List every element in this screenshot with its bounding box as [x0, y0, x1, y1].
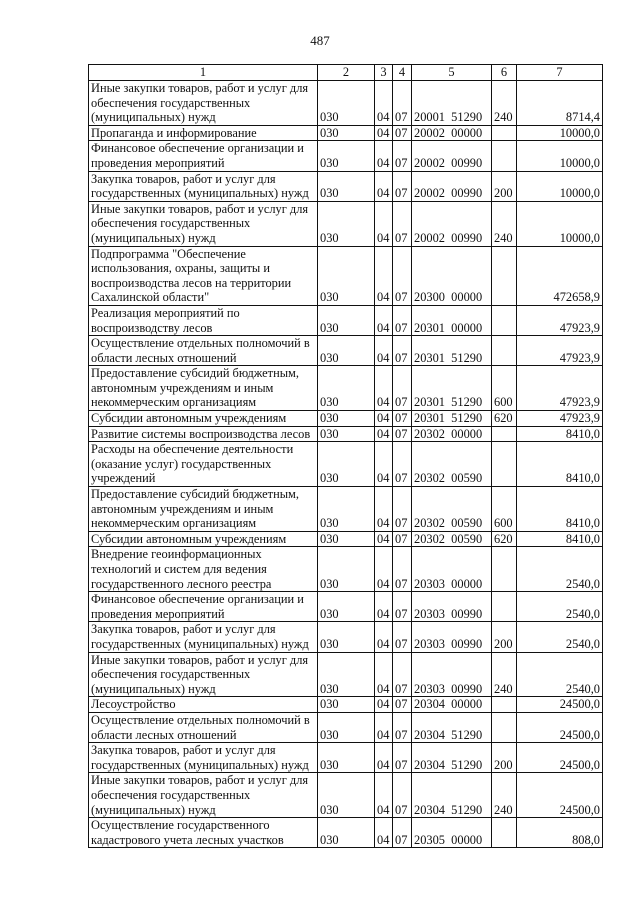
table-row [89, 305, 603, 335]
amount: 24500,0 [517, 697, 603, 713]
admin-code: 030 [318, 487, 375, 532]
section-code: 04 [375, 487, 393, 532]
subsection-code: 07 [393, 246, 412, 305]
item-name: Предоставление субсидий бюджетным, автономным учреждениям и иным некоммерческим организациям [89, 366, 318, 411]
section-code: 04 [375, 81, 393, 126]
target-article-code: 20304 51290 [412, 712, 492, 742]
amount: 24500,0 [517, 712, 603, 742]
target-article-code: 20302 00590 [412, 487, 492, 532]
subsection-code: 07 [393, 426, 412, 442]
table-row [89, 818, 603, 848]
header-col-4: 4 [393, 65, 412, 81]
subsection-code: 07 [393, 125, 412, 141]
amount: 10000,0 [517, 125, 603, 141]
target-article-code: 20002 00000 [412, 125, 492, 141]
table-row [89, 426, 603, 442]
subsection-code: 07 [393, 442, 412, 487]
subsection-code: 07 [393, 366, 412, 411]
section-code: 04 [375, 246, 393, 305]
admin-code: 030 [318, 743, 375, 773]
item-name: Осуществление отдельных полномочий в области лесных отношений [89, 336, 318, 366]
expense-type-code [492, 697, 517, 713]
subsection-code: 07 [393, 622, 412, 652]
expense-type-code [492, 246, 517, 305]
item-name: Иные закупки товаров, работ и услуг для обеспечения государственных (муниципальных) нужд [89, 773, 318, 818]
admin-code: 030 [318, 336, 375, 366]
table-row [89, 366, 603, 411]
table-row [89, 125, 603, 141]
expense-type-code: 600 [492, 487, 517, 532]
amount: 10000,0 [517, 141, 603, 171]
header-col-6: 6 [492, 65, 517, 81]
section-code: 04 [375, 366, 393, 411]
section-code: 04 [375, 531, 393, 547]
admin-code: 030 [318, 697, 375, 713]
item-name: Субсидии автономным учреждениям [89, 411, 318, 427]
header-col-2: 2 [318, 65, 375, 81]
section-code: 04 [375, 426, 393, 442]
target-article-code: 20303 00990 [412, 592, 492, 622]
subsection-code: 07 [393, 712, 412, 742]
table-body [89, 81, 603, 848]
item-name: Закупка товаров, работ и услуг для государственных (муниципальных) нужд [89, 171, 318, 201]
target-article-code: 20002 00990 [412, 171, 492, 201]
table-row [89, 171, 603, 201]
header-col-3: 3 [375, 65, 393, 81]
expense-type-code: 620 [492, 531, 517, 547]
subsection-code: 07 [393, 773, 412, 818]
table-row [89, 743, 603, 773]
amount: 24500,0 [517, 773, 603, 818]
section-code: 04 [375, 743, 393, 773]
amount: 8410,0 [517, 442, 603, 487]
amount: 2540,0 [517, 652, 603, 697]
target-article-code: 20002 00990 [412, 141, 492, 171]
target-article-code: 20302 00000 [412, 426, 492, 442]
section-code: 04 [375, 712, 393, 742]
table-row [89, 712, 603, 742]
admin-code: 030 [318, 141, 375, 171]
admin-code: 030 [318, 411, 375, 427]
amount: 2540,0 [517, 547, 603, 592]
target-article-code: 20301 51290 [412, 336, 492, 366]
table-header [89, 65, 603, 81]
page-number: 487 [310, 33, 330, 48]
admin-code: 030 [318, 81, 375, 126]
target-article-code: 20302 00590 [412, 531, 492, 547]
admin-code: 030 [318, 201, 375, 246]
table-row [89, 201, 603, 246]
admin-code: 030 [318, 125, 375, 141]
target-article-code: 20305 00000 [412, 818, 492, 848]
item-name: Расходы на обеспечение деятельности (оказание услуг) государственных учреждений [89, 442, 318, 487]
expense-type-code: 240 [492, 81, 517, 126]
expense-type-code [492, 592, 517, 622]
section-code: 04 [375, 442, 393, 487]
item-name: Субсидии автономным учреждениям [89, 531, 318, 547]
section-code: 04 [375, 592, 393, 622]
expense-type-code: 240 [492, 773, 517, 818]
expense-type-code [492, 141, 517, 171]
header-row [89, 65, 603, 81]
item-name: Финансовое обеспечение организации и проведения мероприятий [89, 141, 318, 171]
admin-code: 030 [318, 818, 375, 848]
admin-code: 030 [318, 622, 375, 652]
table-row [89, 442, 603, 487]
target-article-code: 20002 00990 [412, 201, 492, 246]
section-code: 04 [375, 547, 393, 592]
item-name: Пропаганда и информирование [89, 125, 318, 141]
subsection-code: 07 [393, 305, 412, 335]
budget-table [88, 64, 603, 848]
expense-type-code: 200 [492, 171, 517, 201]
item-name: Закупка товаров, работ и услуг для государственных (муниципальных) нужд [89, 622, 318, 652]
admin-code: 030 [318, 426, 375, 442]
subsection-code: 07 [393, 652, 412, 697]
table-row [89, 411, 603, 427]
item-name: Закупка товаров, работ и услуг для государственных (муниципальных) нужд [89, 743, 318, 773]
admin-code: 030 [318, 712, 375, 742]
target-article-code: 20304 00000 [412, 697, 492, 713]
admin-code: 030 [318, 652, 375, 697]
expense-type-code: 620 [492, 411, 517, 427]
subsection-code: 07 [393, 411, 412, 427]
admin-code: 030 [318, 773, 375, 818]
subsection-code: 07 [393, 818, 412, 848]
target-article-code: 20300 00000 [412, 246, 492, 305]
expense-type-code [492, 818, 517, 848]
target-article-code: 20304 51290 [412, 773, 492, 818]
item-name: Развитие системы воспроизводства лесов [89, 426, 318, 442]
amount: 47923,9 [517, 411, 603, 427]
table-row [89, 81, 603, 126]
admin-code: 030 [318, 592, 375, 622]
item-name: Финансовое обеспечение организации и проведения мероприятий [89, 592, 318, 622]
amount: 2540,0 [517, 622, 603, 652]
amount: 47923,9 [517, 305, 603, 335]
table-row [89, 336, 603, 366]
section-code: 04 [375, 305, 393, 335]
item-name: Иные закупки товаров, работ и услуг для обеспечения государственных (муниципальных) нужд [89, 652, 318, 697]
target-article-code: 20302 00590 [412, 442, 492, 487]
table-row [89, 622, 603, 652]
table-row [89, 246, 603, 305]
expense-type-code [492, 442, 517, 487]
expense-type-code: 240 [492, 652, 517, 697]
subsection-code: 07 [393, 336, 412, 366]
admin-code: 030 [318, 246, 375, 305]
item-name: Предоставление субсидий бюджетным, автономным учреждениям и иным некоммерческим организациям [89, 487, 318, 532]
target-article-code: 20301 51290 [412, 411, 492, 427]
subsection-code: 07 [393, 171, 412, 201]
admin-code: 030 [318, 305, 375, 335]
table-row [89, 487, 603, 532]
subsection-code: 07 [393, 697, 412, 713]
subsection-code: 07 [393, 531, 412, 547]
subsection-code: 07 [393, 592, 412, 622]
table-row [89, 773, 603, 818]
subsection-code: 07 [393, 81, 412, 126]
subsection-code: 07 [393, 141, 412, 171]
amount: 10000,0 [517, 201, 603, 246]
header-col-1: 1 [89, 65, 318, 81]
admin-code: 030 [318, 171, 375, 201]
amount: 47923,9 [517, 336, 603, 366]
item-name: Осуществление отдельных полномочий в области лесных отношений [89, 712, 318, 742]
item-name: Осуществление государственного кадастрового учета лесных участков [89, 818, 318, 848]
section-code: 04 [375, 697, 393, 713]
target-article-code: 20303 00990 [412, 622, 492, 652]
subsection-code: 07 [393, 547, 412, 592]
header-col-7: 7 [517, 65, 603, 81]
amount: 472658,9 [517, 246, 603, 305]
section-code: 04 [375, 818, 393, 848]
amount: 2540,0 [517, 592, 603, 622]
item-name: Внедрение геоинформационных технологий и систем для ведения государственного лесного реестра [89, 547, 318, 592]
section-code: 04 [375, 622, 393, 652]
expense-type-code [492, 336, 517, 366]
amount: 808,0 [517, 818, 603, 848]
expense-type-code: 200 [492, 743, 517, 773]
section-code: 04 [375, 171, 393, 201]
table-row [89, 592, 603, 622]
section-code: 04 [375, 201, 393, 246]
amount: 8410,0 [517, 531, 603, 547]
section-code: 04 [375, 336, 393, 366]
item-name: Иные закупки товаров, работ и услуг для обеспечения государственных (муниципальных) нужд [89, 81, 318, 126]
admin-code: 030 [318, 366, 375, 411]
target-article-code: 20304 51290 [412, 743, 492, 773]
subsection-code: 07 [393, 487, 412, 532]
target-article-code: 20303 00000 [412, 547, 492, 592]
section-code: 04 [375, 411, 393, 427]
header-col-5: 5 [412, 65, 492, 81]
table-row [89, 531, 603, 547]
section-code: 04 [375, 652, 393, 697]
target-article-code: 20303 00990 [412, 652, 492, 697]
admin-code: 030 [318, 531, 375, 547]
target-article-code: 20001 51290 [412, 81, 492, 126]
table-row [89, 547, 603, 592]
section-code: 04 [375, 773, 393, 818]
subsection-code: 07 [393, 743, 412, 773]
amount: 24500,0 [517, 743, 603, 773]
expense-type-code: 240 [492, 201, 517, 246]
admin-code: 030 [318, 547, 375, 592]
item-name: Реализация мероприятий по воспроизводству лесов [89, 305, 318, 335]
item-name: Лесоустройство [89, 697, 318, 713]
subsection-code: 07 [393, 201, 412, 246]
section-code: 04 [375, 141, 393, 171]
table-row [89, 652, 603, 697]
expense-type-code [492, 305, 517, 335]
item-name: Подпрограмма "Обеспечение использования, охраны, защиты и воспроизводства лесов на территории Сахалинской области" [89, 246, 318, 305]
amount: 8410,0 [517, 426, 603, 442]
section-code: 04 [375, 125, 393, 141]
expense-type-code [492, 426, 517, 442]
target-article-code: 20301 51290 [412, 366, 492, 411]
expense-type-code [492, 125, 517, 141]
expense-type-code [492, 547, 517, 592]
expense-type-code: 200 [492, 622, 517, 652]
amount: 47923,9 [517, 366, 603, 411]
item-name: Иные закупки товаров, работ и услуг для обеспечения государственных (муниципальных) нужд [89, 201, 318, 246]
expense-type-code [492, 712, 517, 742]
target-article-code: 20301 00000 [412, 305, 492, 335]
amount: 8410,0 [517, 487, 603, 532]
amount: 8714,4 [517, 81, 603, 126]
table-row [89, 141, 603, 171]
expense-type-code: 600 [492, 366, 517, 411]
amount: 10000,0 [517, 171, 603, 201]
table-row [89, 697, 603, 713]
admin-code: 030 [318, 442, 375, 487]
